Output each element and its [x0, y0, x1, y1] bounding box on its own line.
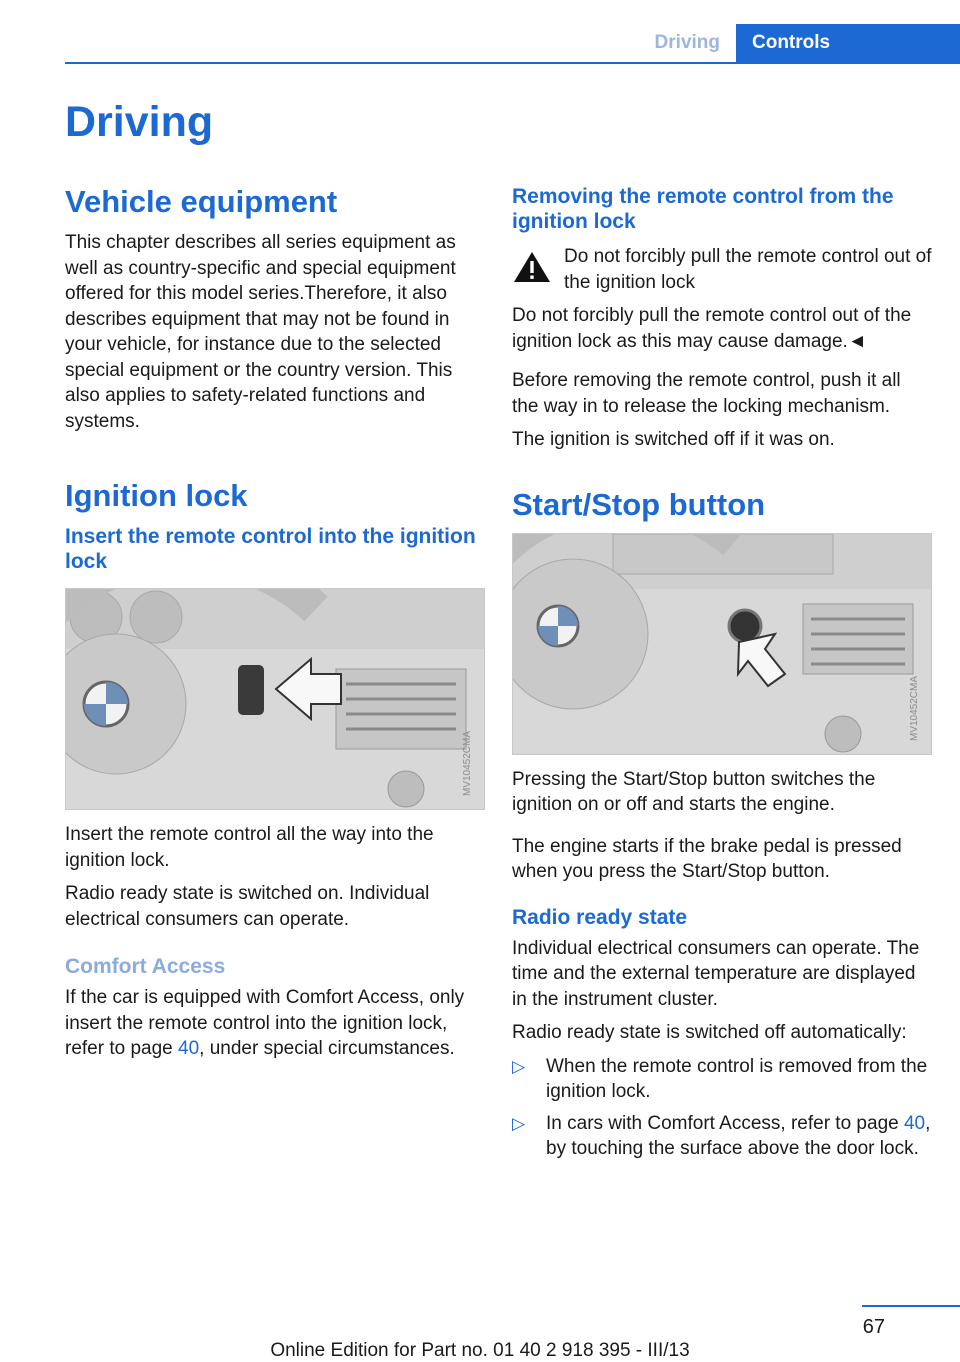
- page-number: 67: [862, 1316, 885, 1338]
- tab-driving[interactable]: Driving: [654, 32, 720, 53]
- footer-rule: [862, 1305, 960, 1307]
- start-stop-para1: Pressing the Start/Stop button switches the ignition on or off and starts the engine.: [512, 768, 876, 815]
- steering-wheel-illustration: [66, 589, 484, 809]
- insert-remote-heading: Insert the remote control into the ignition lock: [65, 525, 476, 573]
- edition-footer: Online Edition for Part no. 01 40 2 918 395 - III/13: [270, 1340, 690, 1361]
- radio-ready-para2: Radio ready state is switched off automatically:: [512, 1022, 907, 1043]
- list-item: [512, 1054, 932, 1105]
- removing-remote-heading: Removing the remote control from the ignition lock: [512, 185, 894, 233]
- bullet-text: When the remote control is removed from the ignition lock.: [546, 1055, 928, 1102]
- right-column: [512, 184, 932, 1168]
- removing-para2: The ignition is switched off if it was on.: [512, 429, 835, 450]
- comfort-access-body: [65, 985, 485, 1062]
- triangle-bullet-icon: ▷: [512, 1056, 526, 1076]
- bullet-text: [546, 1111, 932, 1162]
- page-40-link[interactable]: 40: [178, 1038, 200, 1059]
- warning-triangle-icon: [512, 250, 552, 284]
- page-title: Driving: [65, 98, 214, 146]
- left-column: [65, 184, 485, 1070]
- comfort-access-text-end: , under special circumstances.: [199, 1038, 455, 1059]
- start-stop-illustration: [513, 534, 931, 754]
- ignition-lock-figure: [65, 588, 485, 810]
- insert-remote-para: Insert the remote control all the way into the ignition lock.: [65, 824, 434, 871]
- comfort-access-text: If the car is equipped with Comfort Access, only insert the remote control into the ignition lock, refer to page: [65, 987, 465, 1059]
- tab-controls[interactable]: Controls: [736, 24, 960, 62]
- radio-ready-heading: Radio ready state: [512, 905, 688, 929]
- figure-code: MV10452CMA: [461, 730, 473, 797]
- start-stop-figure: [512, 533, 932, 755]
- page-40-link[interactable]: 40: [903, 1112, 926, 1134]
- removing-para1: Before removing the remote control, push it all the way in to release the locking mechanism.: [512, 370, 901, 417]
- comfort-access-heading: Comfort Access: [65, 955, 226, 978]
- radio-ready-para: Radio ready state is switched on. Individual electrical consumers can operate.: [65, 883, 430, 930]
- warning-box: [512, 244, 932, 295]
- figure-code: MV10452CMA: [908, 675, 920, 741]
- vehicle-equipment-heading: Vehicle equipment: [65, 184, 338, 219]
- list-item: [512, 1111, 932, 1162]
- page-header: [65, 24, 960, 64]
- vehicle-equipment-body: This chapter describes all series equipment as well as country-specific and special equipment offered for this model series.Therefore, it also describes equipment that may not be found in your vehicle, for instance due to the selected special equipment or the country version. This also applies to safety-related functions and systems.: [65, 232, 456, 432]
- warning-body: Do not forcibly pull the remote control out of the ignition lock as this may cause damage.◄: [512, 305, 912, 352]
- radio-ready-para1: Individual electrical consumers can operate. The time and the external temperature are displayed in the instrument cluster.: [512, 937, 920, 1010]
- bullet-text-end: , by touching the surface above the door lock.: [546, 1112, 931, 1159]
- start-stop-heading: Start/Stop button: [512, 486, 766, 522]
- start-stop-para2: The engine starts if the brake pedal is pressed when you press the Start/Stop button.: [512, 835, 902, 882]
- warning-title: Do not forcibly pull the remote control out of the ignition lock: [564, 246, 932, 293]
- triangle-bullet-icon: ▷: [512, 1113, 526, 1133]
- bullet-text-start: In cars with Comfort Access, refer to page: [546, 1112, 904, 1134]
- ignition-lock-heading: Ignition lock: [65, 478, 248, 513]
